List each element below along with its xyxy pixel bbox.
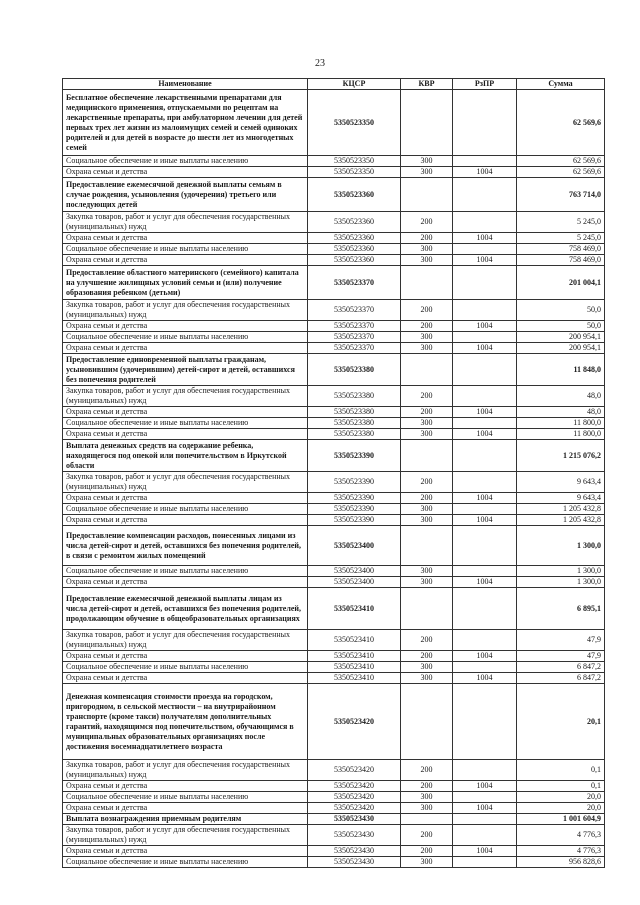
cell-rzpr: [453, 630, 517, 651]
table-row: [63, 684, 605, 760]
cell-kcsr: 5350523350: [308, 156, 401, 167]
cell-kvr: 300: [401, 662, 453, 673]
cell-kvr: [401, 814, 453, 825]
cell-name: Предоставление ежемесячной денежной выплаты семьям в случае рождения, усыновления (удочерения) третьего или последующих детей: [63, 178, 308, 212]
table-row: [63, 156, 605, 167]
column-header-sum: Сумма: [517, 79, 605, 90]
table-row: [63, 630, 605, 651]
cell-kcsr: 5350523400: [308, 577, 401, 588]
table-row: [63, 332, 605, 343]
cell-sum: 1 300,0: [517, 566, 605, 577]
cell-sum: 48,0: [517, 407, 605, 418]
cell-sum: 9 643,4: [517, 493, 605, 504]
table-row: [63, 429, 605, 440]
table-row: [63, 440, 605, 472]
cell-kvr: [401, 440, 453, 472]
cell-rzpr: 1004: [453, 343, 517, 354]
cell-rzpr: 1004: [453, 673, 517, 684]
cell-sum: 11 800,0: [517, 429, 605, 440]
cell-name: Охрана семьи и детства: [63, 515, 308, 526]
cell-rzpr: [453, 472, 517, 493]
cell-kvr: 200: [401, 760, 453, 781]
cell-kcsr: 5350523390: [308, 504, 401, 515]
cell-kcsr: 5350523400: [308, 566, 401, 577]
cell-name: Охрана семьи и детства: [63, 429, 308, 440]
table-row: [63, 846, 605, 857]
cell-sum: 62 569,6: [517, 90, 605, 156]
cell-rzpr: [453, 386, 517, 407]
cell-name: Закупка товаров, работ и услуг для обеспечения государственных (муниципальных) нужд: [63, 825, 308, 846]
cell-sum: 1 300,0: [517, 526, 605, 566]
table-row: [63, 167, 605, 178]
cell-name: Предоставление ежемесячной денежной выплаты лицам из числа детей-сирот и детей, оставшихся без попечения родителей, продолжающим обучение в общеобразовательных организациях: [63, 588, 308, 630]
cell-name: Охрана семьи и детства: [63, 343, 308, 354]
cell-name: Охрана семьи и детства: [63, 255, 308, 266]
cell-kvr: 200: [401, 300, 453, 321]
cell-kcsr: 5350523370: [308, 300, 401, 321]
cell-rzpr: [453, 526, 517, 566]
cell-name: Социальное обеспечение и иные выплаты населению: [63, 244, 308, 255]
cell-name: Закупка товаров, работ и услуг для обеспечения государственных (муниципальных) нужд: [63, 212, 308, 233]
cell-kvr: 300: [401, 418, 453, 429]
cell-sum: 50,0: [517, 300, 605, 321]
cell-rzpr: 1004: [453, 803, 517, 814]
cell-sum: 1 001 604,9: [517, 814, 605, 825]
cell-kvr: 200: [401, 386, 453, 407]
cell-kcsr: 5350523380: [308, 386, 401, 407]
table-row: [63, 760, 605, 781]
cell-sum: 20,0: [517, 803, 605, 814]
cell-name: Закупка товаров, работ и услуг для обеспечения государственных (муниципальных) нужд: [63, 472, 308, 493]
cell-sum: 4 776,3: [517, 846, 605, 857]
cell-rzpr: 1004: [453, 407, 517, 418]
cell-kcsr: 5350523390: [308, 440, 401, 472]
cell-name: Социальное обеспечение и иные выплаты населению: [63, 857, 308, 868]
cell-name: Выплата вознаграждения приемным родителям: [63, 814, 308, 825]
cell-kvr: [401, 354, 453, 386]
cell-rzpr: 1004: [453, 233, 517, 244]
cell-sum: 6 847,2: [517, 662, 605, 673]
table-row: [63, 212, 605, 233]
cell-rzpr: [453, 684, 517, 760]
cell-rzpr: 1004: [453, 846, 517, 857]
cell-name: Социальное обеспечение и иные выплаты населению: [63, 566, 308, 577]
cell-kcsr: 5350523390: [308, 515, 401, 526]
cell-name: Социальное обеспечение и иные выплаты населению: [63, 504, 308, 515]
cell-name: Охрана семьи и детства: [63, 493, 308, 504]
table-row: [63, 825, 605, 846]
page-number: 23: [315, 58, 325, 69]
cell-name: Предоставление компенсации расходов, понесенных лицами из числа детей-сирот и детей, оставшихся без попечения родителей, в связи с ремонтом жилых помещений: [63, 526, 308, 566]
table-row: [63, 233, 605, 244]
cell-name: Социальное обеспечение и иные выплаты населению: [63, 332, 308, 343]
cell-rzpr: 1004: [453, 429, 517, 440]
table-row: [63, 526, 605, 566]
cell-kcsr: 5350523410: [308, 588, 401, 630]
cell-name: Социальное обеспечение и иные выплаты населению: [63, 792, 308, 803]
cell-kvr: 300: [401, 673, 453, 684]
cell-rzpr: [453, 300, 517, 321]
cell-kcsr: 5350523410: [308, 673, 401, 684]
cell-rzpr: [453, 440, 517, 472]
cell-kcsr: 5350523410: [308, 651, 401, 662]
cell-name: Закупка товаров, работ и услуг для обеспечения государственных (муниципальных) нужд: [63, 760, 308, 781]
cell-sum: 20,1: [517, 684, 605, 760]
cell-kcsr: 5350523350: [308, 90, 401, 156]
cell-name: Социальное обеспечение и иные выплаты населению: [63, 156, 308, 167]
cell-kcsr: 5350523420: [308, 684, 401, 760]
table-row: [63, 300, 605, 321]
table-row: [63, 493, 605, 504]
cell-rzpr: 1004: [453, 651, 517, 662]
cell-rzpr: 1004: [453, 781, 517, 792]
cell-kvr: 200: [401, 846, 453, 857]
cell-kvr: 300: [401, 577, 453, 588]
cell-rzpr: [453, 588, 517, 630]
cell-rzpr: [453, 504, 517, 515]
column-header-name: Наименование: [63, 79, 308, 90]
cell-name: Бесплатное обеспечение лекарственными препаратами для медицинского применения, отпускаемыми по рецептам на лекарственные препараты, при амбулаторном лечении для детей первых трех лет жизни из малоимущих семей и семей одиноких родителей и для детей в возрасте до шести лет из многодетных семей: [63, 90, 308, 156]
cell-kcsr: 5350523350: [308, 167, 401, 178]
cell-kvr: 200: [401, 493, 453, 504]
cell-kvr: 200: [401, 233, 453, 244]
table-row: [63, 662, 605, 673]
cell-kvr: 300: [401, 156, 453, 167]
cell-name: Охрана семьи и детства: [63, 321, 308, 332]
cell-rzpr: 1004: [453, 515, 517, 526]
cell-sum: 20,0: [517, 792, 605, 803]
table-row: [63, 343, 605, 354]
cell-kcsr: 5350523380: [308, 429, 401, 440]
cell-rzpr: [453, 266, 517, 300]
cell-kvr: 200: [401, 651, 453, 662]
cell-rzpr: [453, 178, 517, 212]
table-row: [63, 354, 605, 386]
table-row: [63, 504, 605, 515]
cell-kvr: 200: [401, 321, 453, 332]
table-row: [63, 515, 605, 526]
cell-kvr: 300: [401, 792, 453, 803]
cell-sum: 6 895,1: [517, 588, 605, 630]
table-row: [63, 407, 605, 418]
cell-kvr: [401, 90, 453, 156]
cell-kcsr: 5350523410: [308, 662, 401, 673]
cell-sum: 1 300,0: [517, 577, 605, 588]
cell-name: Охрана семьи и детства: [63, 846, 308, 857]
cell-kcsr: 5350523410: [308, 630, 401, 651]
table-row: [63, 588, 605, 630]
cell-kvr: 200: [401, 472, 453, 493]
table-header-row: [63, 79, 605, 90]
cell-kcsr: 5350523390: [308, 472, 401, 493]
cell-kcsr: 5350523420: [308, 760, 401, 781]
cell-rzpr: [453, 662, 517, 673]
cell-kcsr: 5350523380: [308, 354, 401, 386]
cell-sum: 5 245,0: [517, 212, 605, 233]
cell-sum: 0,1: [517, 760, 605, 781]
cell-kvr: [401, 588, 453, 630]
cell-name: Охрана семьи и детства: [63, 407, 308, 418]
cell-kcsr: 5350523430: [308, 846, 401, 857]
cell-sum: 758 469,0: [517, 255, 605, 266]
cell-kvr: 300: [401, 332, 453, 343]
table-row: [63, 792, 605, 803]
cell-kvr: [401, 266, 453, 300]
cell-kcsr: 5350523400: [308, 526, 401, 566]
cell-rzpr: [453, 212, 517, 233]
cell-sum: 763 714,0: [517, 178, 605, 212]
cell-kcsr: 5350523360: [308, 255, 401, 266]
cell-sum: 47,9: [517, 630, 605, 651]
cell-kcsr: 5350523370: [308, 332, 401, 343]
cell-sum: 62 569,6: [517, 167, 605, 178]
cell-kcsr: 5350523370: [308, 343, 401, 354]
cell-name: Закупка товаров, работ и услуг для обеспечения государственных (муниципальных) нужд: [63, 300, 308, 321]
column-header-kcsr: КЦСР: [308, 79, 401, 90]
cell-kvr: 300: [401, 515, 453, 526]
cell-sum: 0,1: [517, 781, 605, 792]
table-row: [63, 266, 605, 300]
cell-kvr: [401, 526, 453, 566]
cell-name: Предоставление областного материнского (семейного) капитала на улучшение жилищных условий семьи и (или) получение образования ребенком (детьми): [63, 266, 308, 300]
cell-kvr: 300: [401, 566, 453, 577]
cell-sum: 956 828,6: [517, 857, 605, 868]
cell-rzpr: [453, 760, 517, 781]
cell-kcsr: 5350523360: [308, 233, 401, 244]
cell-sum: 6 847,2: [517, 673, 605, 684]
cell-kvr: 200: [401, 781, 453, 792]
table-row: [63, 418, 605, 429]
cell-name: Охрана семьи и детства: [63, 781, 308, 792]
cell-rzpr: [453, 354, 517, 386]
cell-kcsr: 5350523420: [308, 792, 401, 803]
cell-name: Охрана семьи и детства: [63, 577, 308, 588]
cell-kvr: 200: [401, 825, 453, 846]
cell-kvr: 300: [401, 343, 453, 354]
table-row: [63, 803, 605, 814]
cell-rzpr: [453, 244, 517, 255]
cell-kcsr: 5350523430: [308, 814, 401, 825]
cell-kcsr: 5350523380: [308, 407, 401, 418]
cell-kvr: 300: [401, 857, 453, 868]
cell-sum: 11 800,0: [517, 418, 605, 429]
cell-sum: 48,0: [517, 386, 605, 407]
cell-kcsr: 5350523430: [308, 825, 401, 846]
cell-kvr: [401, 684, 453, 760]
cell-kcsr: 5350523360: [308, 244, 401, 255]
cell-rzpr: [453, 90, 517, 156]
table-row: [63, 255, 605, 266]
cell-kvr: 300: [401, 803, 453, 814]
cell-rzpr: [453, 332, 517, 343]
table-row: [63, 386, 605, 407]
cell-rzpr: [453, 156, 517, 167]
cell-sum: 758 469,0: [517, 244, 605, 255]
cell-sum: 1 205 432,8: [517, 515, 605, 526]
cell-rzpr: [453, 418, 517, 429]
cell-rzpr: [453, 566, 517, 577]
cell-name: Социальное обеспечение и иные выплаты населению: [63, 418, 308, 429]
cell-name: Охрана семьи и детства: [63, 803, 308, 814]
cell-name: Закупка товаров, работ и услуг для обеспечения государственных (муниципальных) нужд: [63, 630, 308, 651]
cell-rzpr: [453, 857, 517, 868]
cell-name: Охрана семьи и детства: [63, 167, 308, 178]
cell-kvr: 300: [401, 255, 453, 266]
table-row: [63, 814, 605, 825]
cell-name: Охрана семьи и детства: [63, 673, 308, 684]
cell-rzpr: [453, 814, 517, 825]
cell-name: Охрана семьи и детства: [63, 651, 308, 662]
cell-kvr: 300: [401, 244, 453, 255]
cell-sum: 1 215 076,2: [517, 440, 605, 472]
cell-sum: 50,0: [517, 321, 605, 332]
table-row: [63, 244, 605, 255]
cell-sum: 4 776,3: [517, 825, 605, 846]
cell-sum: 1 205 432,8: [517, 504, 605, 515]
cell-kcsr: 5350523430: [308, 857, 401, 868]
cell-name: Выплата денежных средств на содержание ребенка, находящегося под опекой или попечительством в Иркутской области: [63, 440, 308, 472]
cell-kcsr: 5350523360: [308, 178, 401, 212]
cell-kvr: 300: [401, 429, 453, 440]
cell-rzpr: 1004: [453, 321, 517, 332]
cell-kvr: 200: [401, 630, 453, 651]
cell-rzpr: 1004: [453, 167, 517, 178]
table-row: [63, 781, 605, 792]
cell-kcsr: 5350523390: [308, 493, 401, 504]
cell-sum: 200 954,1: [517, 332, 605, 343]
cell-kvr: 200: [401, 407, 453, 418]
table-row: [63, 178, 605, 212]
column-header-kvr: КВР: [401, 79, 453, 90]
table-body: [63, 90, 605, 868]
cell-sum: 201 004,1: [517, 266, 605, 300]
cell-rzpr: 1004: [453, 255, 517, 266]
cell-rzpr: [453, 825, 517, 846]
table-row: [63, 577, 605, 588]
cell-kcsr: 5350523370: [308, 266, 401, 300]
cell-sum: 47,9: [517, 651, 605, 662]
cell-kcsr: 5350523420: [308, 781, 401, 792]
table-row: [63, 90, 605, 156]
table-row: [63, 472, 605, 493]
cell-rzpr: 1004: [453, 577, 517, 588]
table-row: [63, 857, 605, 868]
cell-rzpr: [453, 792, 517, 803]
cell-kvr: 300: [401, 504, 453, 515]
cell-kcsr: 5350523380: [308, 418, 401, 429]
cell-kcsr: 5350523420: [308, 803, 401, 814]
cell-kvr: [401, 178, 453, 212]
cell-name: Социальное обеспечение и иные выплаты населению: [63, 662, 308, 673]
cell-sum: 9 643,4: [517, 472, 605, 493]
cell-kvr: 200: [401, 212, 453, 233]
cell-kvr: 300: [401, 167, 453, 178]
cell-kcsr: 5350523370: [308, 321, 401, 332]
cell-sum: 5 245,0: [517, 233, 605, 244]
column-header-rzpr: РзПР: [453, 79, 517, 90]
cell-name: Закупка товаров, работ и услуг для обеспечения государственных (муниципальных) нужд: [63, 386, 308, 407]
cell-name: Денежная компенсация стоимости проезда на городском, пригородном, в сельской местности – на внутрирайонном транспорте (кроме такси) получателям дополнительных гарантий, находящимся под попечительством, обучающимся в муниципальных образовательных организациях после достижения восемнадцатилетнего возраста: [63, 684, 308, 760]
cell-rzpr: 1004: [453, 493, 517, 504]
cell-name: Охрана семьи и детства: [63, 233, 308, 244]
cell-sum: 200 954,1: [517, 343, 605, 354]
table-row: [63, 321, 605, 332]
cell-name: Предоставление единовременной выплаты гражданам, усыновившим (удочерившим) детей-сирот и детей, оставшихся без попечения родителей: [63, 354, 308, 386]
table-row: [63, 651, 605, 662]
table-row: [63, 673, 605, 684]
table-row: [63, 566, 605, 577]
cell-kcsr: 5350523360: [308, 212, 401, 233]
budget-table: [62, 78, 605, 868]
cell-sum: 62 569,6: [517, 156, 605, 167]
cell-sum: 11 848,0: [517, 354, 605, 386]
